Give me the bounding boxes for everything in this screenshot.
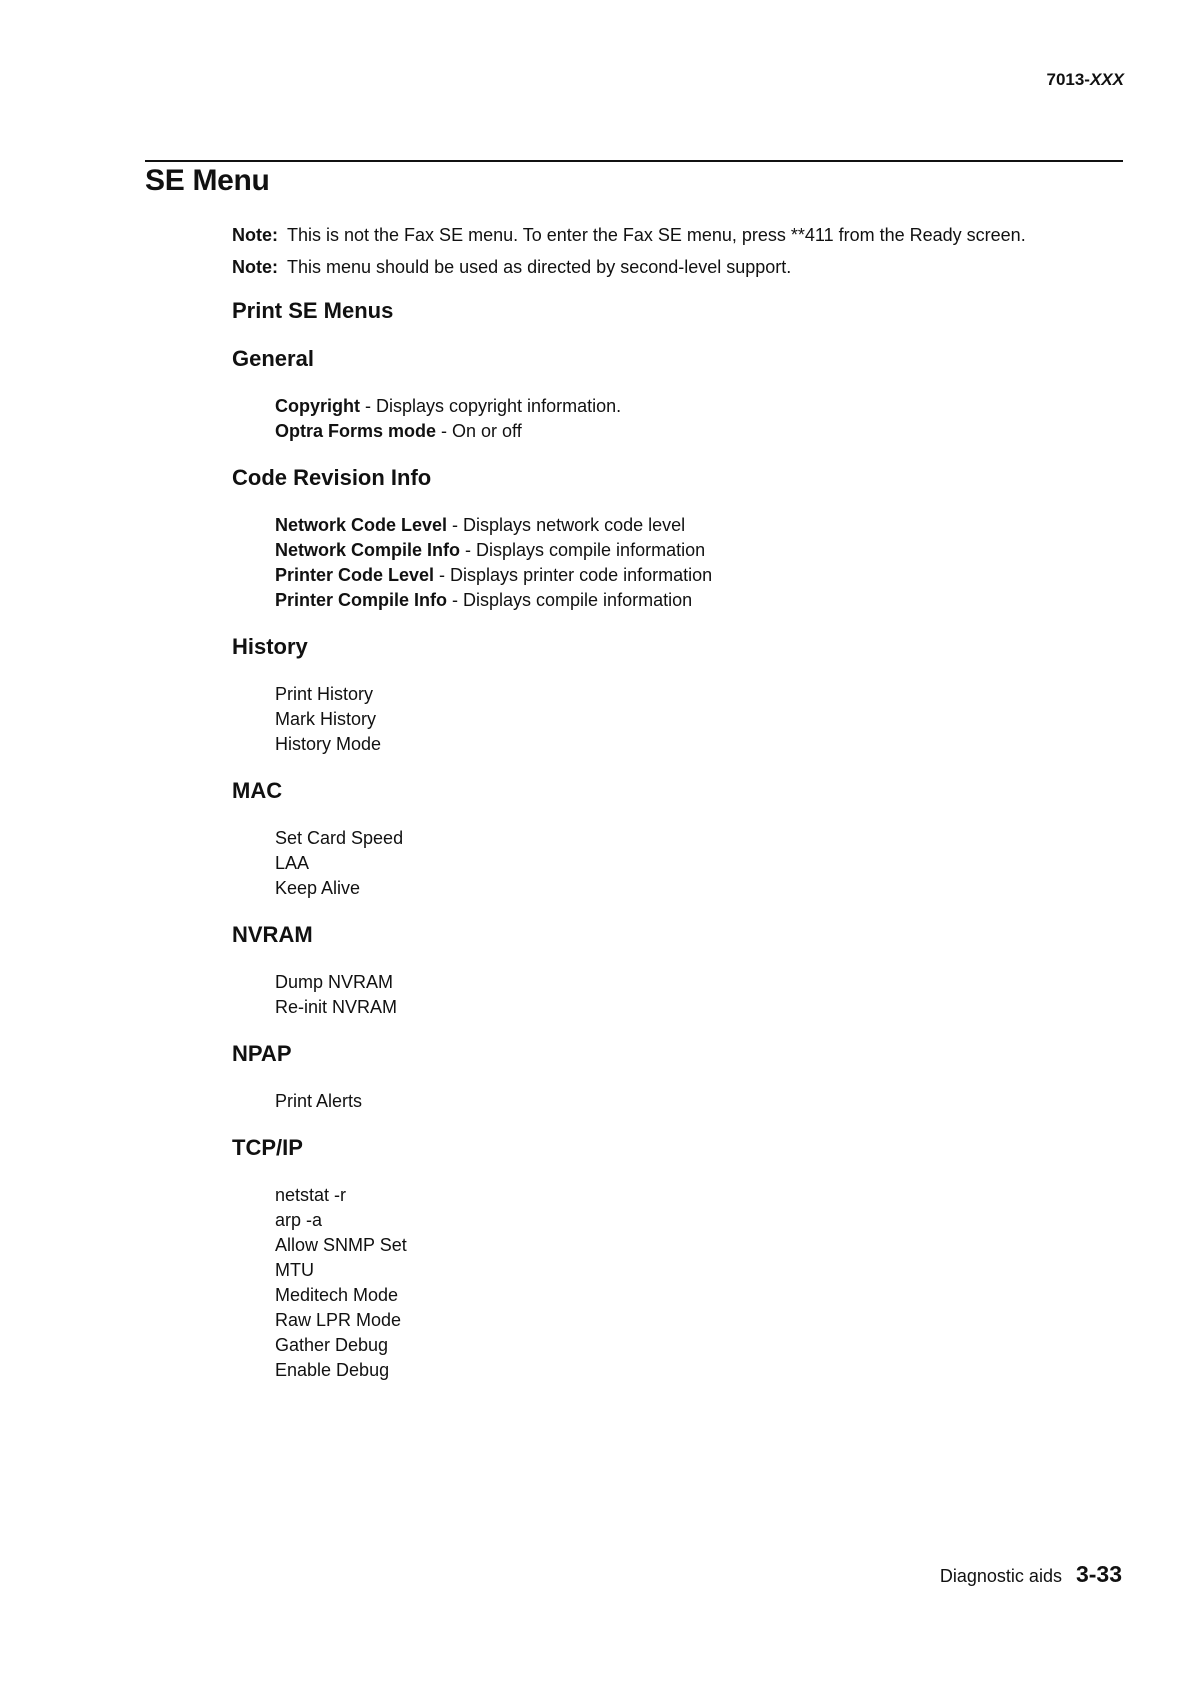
list-item-printer-code-level	[275, 563, 1112, 588]
history-list	[275, 682, 1112, 757]
list-item: Allow SNMP Set	[275, 1235, 407, 1255]
item-desc: - Displays printer code information	[434, 565, 713, 585]
running-head	[1046, 70, 1124, 90]
list-item: History Mode	[275, 734, 382, 754]
list-item-network-code-level	[275, 513, 1112, 538]
heading-npap: NPAP	[232, 1041, 292, 1066]
item-term: Printer Compile Info	[275, 590, 448, 610]
note-fax-se	[232, 224, 1112, 246]
item-term: Optra Forms mode	[275, 421, 437, 441]
list-item: Raw LPR Mode	[275, 1310, 402, 1330]
list-item: arp -a	[275, 1210, 323, 1230]
heading-nvram: NVRAM	[232, 922, 313, 947]
item-desc: - Displays copyright information.	[360, 396, 622, 416]
list-item-network-compile-info	[275, 538, 1112, 563]
heading-general: General	[232, 346, 314, 371]
heading-tcp-ip: TCP/IP	[232, 1135, 303, 1160]
item-desc: - Displays compile information	[447, 590, 693, 610]
list-item: LAA	[275, 853, 310, 873]
heading-print-se-menus: Print SE Menus	[232, 298, 394, 323]
item-term: Network Code Level	[275, 515, 448, 535]
heading-code-revision-info: Code Revision Info	[232, 465, 432, 490]
code-revision-list	[275, 513, 1112, 613]
list-item-printer-compile-info	[275, 588, 1112, 613]
running-head-suffix: XXX	[1089, 70, 1124, 89]
page-number: 3-33	[1075, 1561, 1122, 1587]
list-item: Enable Debug	[275, 1360, 390, 1380]
mac-list	[275, 826, 1112, 901]
list-item: Mark History	[275, 709, 377, 729]
note-label: Note:	[232, 225, 278, 245]
list-item: Gather Debug	[275, 1335, 389, 1355]
list-item: Re-init NVRAM	[275, 997, 398, 1017]
note-label: Note:	[232, 257, 278, 277]
heading-history: History	[232, 634, 308, 659]
note-text: This menu should be used as directed by second-level support.	[287, 257, 792, 277]
list-item: Dump NVRAM	[275, 972, 394, 992]
page-content	[232, 224, 1112, 1383]
list-item: Meditech Mode	[275, 1285, 399, 1305]
general-list	[275, 394, 1112, 444]
item-term: Network Compile Info	[275, 540, 461, 560]
page-title: SE Menu	[145, 164, 270, 197]
item-term: Copyright	[275, 396, 360, 416]
list-item: Print History	[275, 684, 374, 704]
item-term: Printer Code Level	[275, 565, 435, 585]
footer-section-title: Diagnostic aids	[939, 1566, 1062, 1586]
note-support	[232, 256, 1112, 278]
item-desc: - Displays compile information	[460, 540, 706, 560]
tcp-ip-list	[275, 1183, 1112, 1383]
item-desc: - On or off	[436, 421, 522, 441]
nvram-list	[275, 970, 1112, 1020]
running-head-prefix: 7013-	[1046, 70, 1090, 89]
list-item-optra-forms-mode	[275, 419, 1112, 444]
title-rule	[145, 160, 1123, 162]
note-text: This is not the Fax SE menu. To enter the Fax SE menu, press **411 from the Ready screen.	[287, 225, 1026, 245]
npap-list	[275, 1089, 1112, 1114]
list-item-copyright	[275, 394, 1112, 419]
page-footer	[940, 1562, 1122, 1588]
list-item: MTU	[275, 1260, 314, 1280]
list-item: Keep Alive	[275, 878, 361, 898]
item-desc: - Displays network code level	[447, 515, 686, 535]
list-item: Print Alerts	[275, 1091, 363, 1111]
list-item: Set Card Speed	[275, 828, 404, 848]
heading-mac: MAC	[232, 778, 283, 803]
list-item: netstat -r	[275, 1185, 347, 1205]
